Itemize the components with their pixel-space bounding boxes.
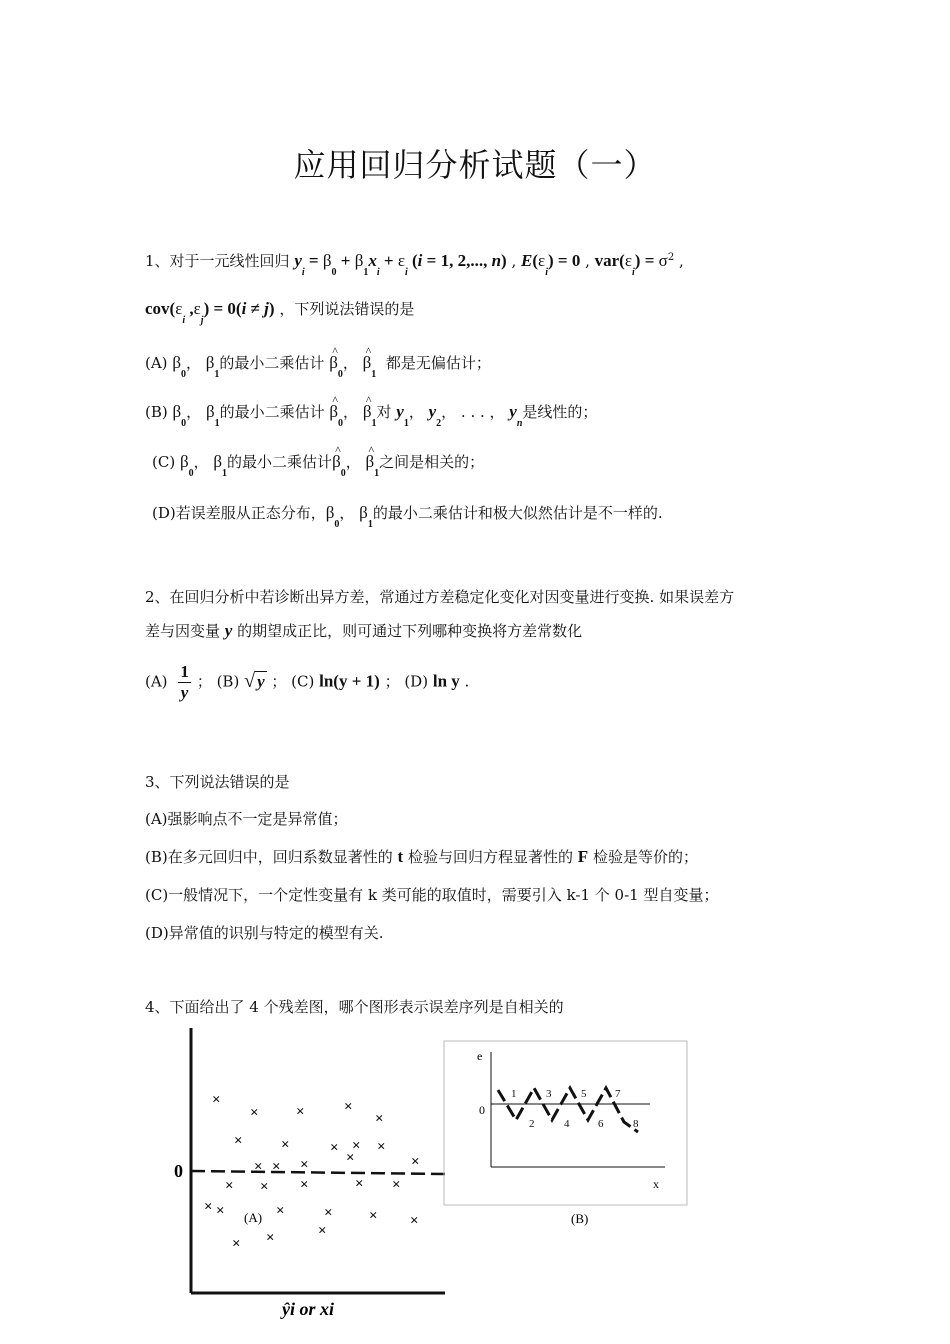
point-label: 5 <box>581 1088 587 1100</box>
page-title: 应用回归分析试题（一） <box>293 146 657 184</box>
residual-point: × <box>346 1150 355 1166</box>
plot-a-label: (A) <box>244 1210 263 1225</box>
q1-option-a: (A) $\beta_0$， $\beta_1$的最小二乘估计 ^ $\beta_0$， ^ $\beta_1$ 都是无偏估计； <box>145 352 491 373</box>
q2-option-c: ln(y + 1) <box>319 671 380 691</box>
residual-point: × <box>260 1179 269 1195</box>
residual-plot-b <box>443 1040 688 1230</box>
residual-point: × <box>392 1177 401 1193</box>
point-label: 4 <box>564 1118 570 1130</box>
residual-point: × <box>272 1159 281 1175</box>
residual-point: × <box>300 1177 309 1193</box>
residual-point: × <box>369 1208 378 1224</box>
plot-b-x-label: x <box>653 1177 659 1191</box>
residual-point: × <box>318 1223 327 1239</box>
residual-point: × <box>254 1159 263 1175</box>
residual-point: × <box>375 1111 384 1127</box>
residual-point: × <box>296 1104 305 1120</box>
residual-plot-a <box>170 1025 450 1325</box>
residual-point: × <box>355 1176 364 1192</box>
residual-point: × <box>352 1138 361 1154</box>
point-label: 3 <box>546 1088 552 1100</box>
residual-point: × <box>300 1157 309 1173</box>
residual-point: × <box>266 1230 275 1246</box>
point-label: 1 <box>511 1088 517 1100</box>
q3-option-d: (D)异常值的识别与特定的模型有关. <box>145 924 384 942</box>
residual-point: × <box>212 1092 221 1108</box>
residual-point: × <box>234 1133 243 1149</box>
q2-options: (A) $\frac{1}{y}$ ； (B) √ y ； (C) ln(y + 1) ； (D) ln y . <box>145 662 470 702</box>
residual-point: × <box>204 1199 213 1215</box>
q1-option-d: (D)若误差服从正态分布，$\beta_0$， $\beta_1$的最小二乘估计和极大似然估计是不一样的. <box>152 503 663 530</box>
q1-intro: 1、对于一元线性回归 <box>145 252 290 270</box>
q2-option-d: ln y <box>432 671 460 691</box>
plot-a-zero-label: 0 <box>174 1161 183 1181</box>
point-label: 7 <box>615 1088 621 1100</box>
q3-stem: 3、下列说法错误的是 <box>145 773 290 791</box>
residual-point: × <box>250 1105 259 1121</box>
q1-line1: 1、对于一元线性回归 $y_i = \beta_0 + \beta_1x_i + \varepsilon_i$ (i = 1, 2,..., n) , $E(\varepsilon_i) = 0$ , $var(\varepsilon_i) = \sigma^2$ , <box>145 251 684 278</box>
q2-line1: 2、在回归分析中若诊断出异方差，常通过方差稳定化变化对因变量进行变换. 如果误差方 <box>145 588 735 606</box>
residual-point: × <box>281 1137 290 1153</box>
residual-point: × <box>377 1139 386 1155</box>
residual-point: × <box>276 1203 285 1219</box>
point-label: 8 <box>633 1118 639 1130</box>
point-label: 2 <box>529 1118 535 1130</box>
plot-b-zero-label: 0 <box>479 1103 485 1117</box>
residual-point: × <box>410 1213 419 1229</box>
q1-option-b: (B) $\beta_0$， $\beta_1$的最小二乘估计 ^ $\beta_0$， ^ $\beta_1$对 $y_1$， $y_2$， . . . ， $y_n$是线性的； <box>145 401 597 422</box>
residual-point: × <box>225 1178 234 1194</box>
plot-b-y-label: e <box>477 1049 483 1063</box>
residual-point: × <box>344 1099 353 1115</box>
residual-point: × <box>324 1205 333 1221</box>
q1-stem: ，下列说法错误的是 <box>279 300 415 318</box>
residual-point: × <box>232 1236 241 1252</box>
point-label: 6 <box>598 1118 604 1130</box>
residual-point: × <box>216 1203 225 1219</box>
plot-a-x-label: ŷi or xi <box>282 1299 334 1319</box>
q1-line2: $cov(\varepsilon_i$ $,\varepsilon_j) = 0(i \ne j)$ ，下列说法错误的是 <box>145 299 415 326</box>
q3-option-b: (B)在多元回归中，回归系数显著性的 t 检验与回归方程显著性的 F 检验是等价的； <box>145 847 698 866</box>
q3-option-a: (A)强影响点不一定是异常值； <box>145 810 348 828</box>
q1-option-c: (C) $\beta_0$， $\beta_1$的最小二乘估计^ $\beta_0$， ^ $\beta_1$之间是相关的； <box>152 451 484 472</box>
q4-stem: 4、下面给出了 4 个残差图，哪个图形表示误差序列是自相关的 <box>145 998 564 1016</box>
q2-line2: 差与因变量 y 的期望成正比，则可通过下列哪种变换将方差常数化 <box>145 621 583 640</box>
residual-point: × <box>411 1154 420 1170</box>
plot-b-label: (B) <box>571 1211 589 1226</box>
q3-option-c: (C)一般情况下，一个定性变量有 k 类可能的取值时，需要引入 k-1 个 0-1 型自变量； <box>145 886 719 904</box>
residual-point: × <box>330 1140 339 1156</box>
